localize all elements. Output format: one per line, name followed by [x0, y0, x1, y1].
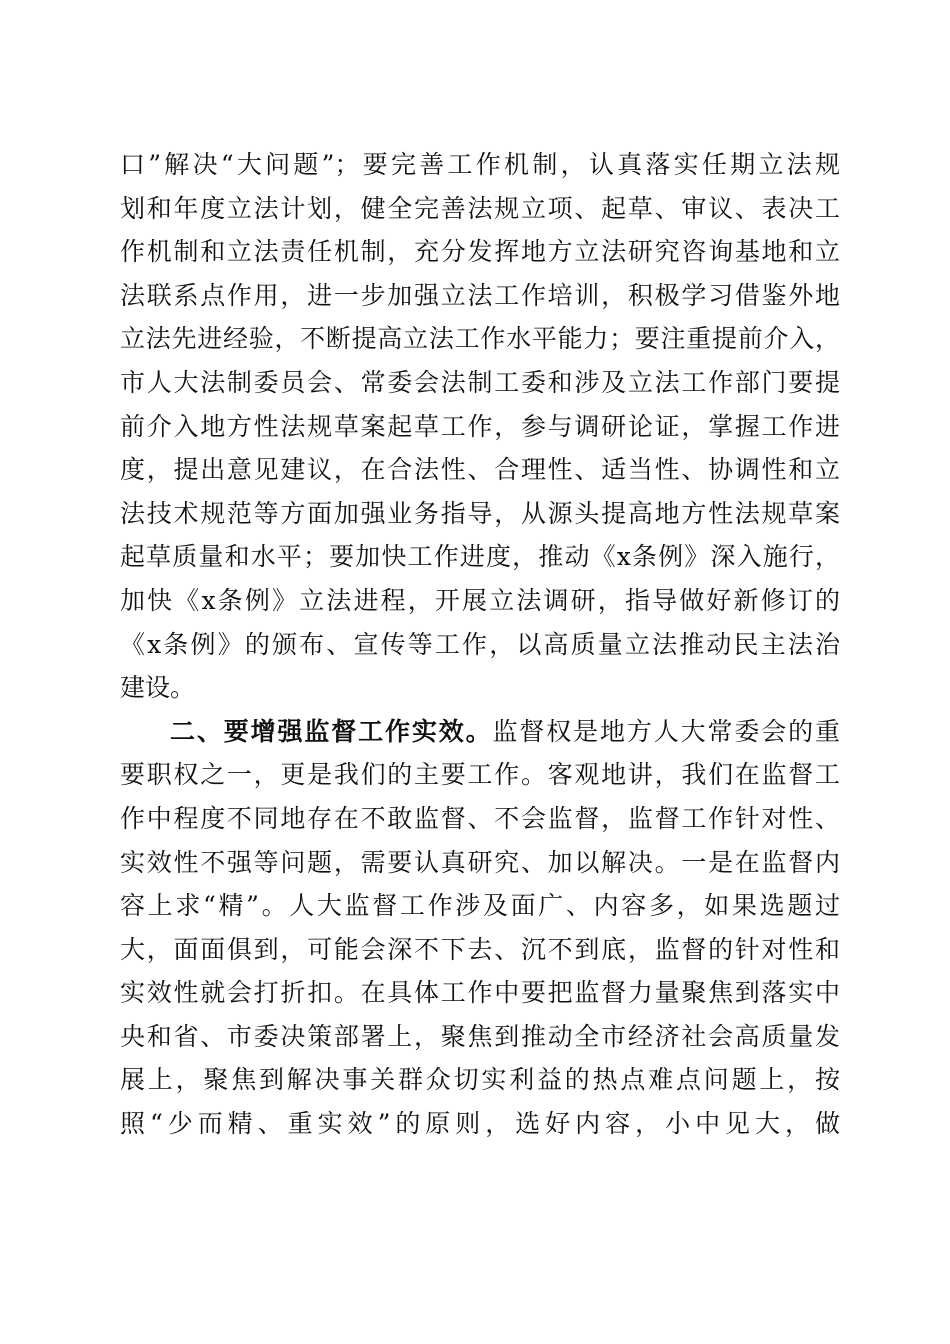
text-line: 展上，聚焦到解决事关群众切实利益的热点难点问题上，按 [120, 1065, 840, 1095]
text-line: 口”解决“大问题”；要完善工作机制，认真落实任期立法规 [120, 150, 840, 179]
text-line: 加快《x条例》立法进程，开展立法调研，指导做好新修订的 [120, 585, 840, 615]
text-line: 划和年度立法计划，健全完善法规立项、起草、审议、表决工 [120, 193, 840, 223]
text-line: 市人大法制委员会、常委会法制工委和涉及立法工作部门要提 [120, 367, 840, 397]
text-line: 作机制和立法责任机制，充分发挥地方立法研究咨询基地和立 [120, 237, 840, 267]
text-line: 起草质量和水平；要加快工作进度，推动《x条例》深入施行， [120, 542, 840, 572]
text-line: 法技术规范等方面加强业务指导，从源头提高地方性法规草案 [120, 498, 840, 528]
text-line: 《x条例》的颁布、宣传等工作，以高质量立法推动民主法治 [120, 629, 840, 659]
section-2-first-line-text: 监督权是地方人大常委会的重 [492, 716, 840, 746]
text-line: 容上求“精”。人大监督工作涉及面广、内容多，如果选题过 [120, 891, 840, 921]
text-line: 央和省、市委决策部署上，聚焦到推动全市经济社会高质量发 [120, 1021, 840, 1051]
section-2-first-line [120, 710, 840, 754]
text-line: 前介入地方性法规草案起草工作，参与调研论证，掌握工作进 [120, 411, 840, 441]
text-line: 立法先进经验，不断提高立法工作水平能力；要注重提前介入， [120, 324, 840, 354]
text-line: 法联系点作用，进一步加强立法工作培训，积极学习借鉴外地 [120, 280, 840, 310]
section-2-heading: 二、要增强监督工作实效。 [170, 716, 493, 746]
text-line: 建设。 [120, 673, 196, 703]
text-line: 实效性不强等问题，需要认真研究、加以解决。一是在监督内 [120, 847, 840, 877]
text-line: 要职权之一，更是我们的主要工作。客观地讲，我们在监督工 [120, 760, 840, 790]
text-line: 大，面面俱到，可能会深不下去、沉不到底，监督的针对性和 [120, 934, 840, 964]
text-line: 照“少而精、重实效”的原则，选好内容，小中见大，做 [120, 1109, 840, 1139]
document-body [120, 143, 840, 1146]
text-line: 实效性就会打折扣。在具体工作中要把监督力量聚焦到落实中 [120, 978, 840, 1008]
text-line: 度，提出意见建议，在合法性、合理性、适当性、协调性和立 [120, 455, 840, 485]
text-line: 作中程度不同地存在不敢监督、不会监督，监督工作针对性、 [120, 803, 840, 833]
